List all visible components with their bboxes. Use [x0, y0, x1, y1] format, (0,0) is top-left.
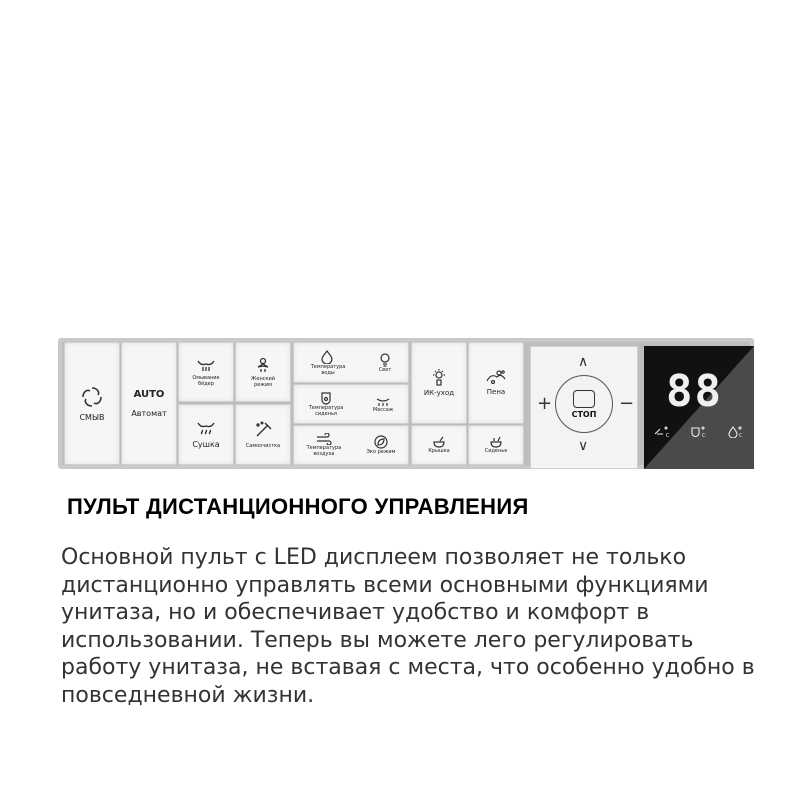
water-temp-indicator-icon	[654, 426, 670, 441]
foam-button[interactable]	[468, 342, 524, 424]
page-heading: ПУЛЬТ ДИСТАНЦИОННОГО УПРАВЛЕНИЯ	[67, 494, 529, 519]
display-digits: 88	[666, 366, 723, 417]
flush-label: СМЫВ	[79, 413, 105, 422]
svg-text:C: C	[701, 433, 706, 438]
auto-title: AUTO	[133, 388, 165, 400]
foam-label: Пена	[486, 388, 506, 396]
seat-icon	[489, 436, 503, 448]
water-drop-icon	[321, 350, 335, 364]
navigation-pad	[530, 346, 638, 469]
down-button[interactable]: ∨	[578, 438, 589, 454]
stop-button[interactable]	[555, 375, 613, 433]
light-button[interactable]	[379, 353, 391, 373]
female-mode-button[interactable]	[235, 342, 291, 402]
massage-icon	[375, 395, 391, 407]
seat-temp-label: Температура сиденья	[308, 405, 344, 417]
seat-temp-indicator-icon	[691, 426, 707, 441]
bulb-icon	[379, 353, 391, 367]
lid-icon	[432, 436, 446, 448]
seat-temp-massage-row	[293, 384, 409, 424]
eco-button[interactable]	[366, 435, 395, 455]
eco-leaf-icon	[374, 435, 388, 449]
eco-label: Эко режим	[366, 449, 396, 455]
self-clean-button[interactable]	[235, 404, 291, 465]
massage-button[interactable]	[373, 395, 393, 413]
seat-temp-icon	[320, 391, 332, 405]
ir-care-button[interactable]	[411, 342, 467, 424]
plus-button[interactable]: +	[537, 393, 553, 414]
panel-body	[62, 342, 750, 465]
drying-button[interactable]	[178, 404, 234, 465]
description-paragraph: Основной пульт с LED дисплеем позволяет не только дистанционно управлять всеми основными функциями унитаза, но и обеспечивает удобство и комфорт в использовании. Теперь вы можете лего регулировать работу унитаза, не вставая с места, что особенно удобно в повседневной жизни.	[61, 545, 755, 708]
air-temp-eco-row	[293, 425, 409, 465]
dryer-icon	[196, 420, 216, 436]
hip-wash-label: Омывание бёдер	[192, 374, 220, 387]
water-temp-button[interactable]	[311, 350, 346, 376]
hip-wash-icon	[196, 358, 216, 372]
seat-button[interactable]	[468, 425, 524, 465]
hip-wash-button[interactable]	[178, 342, 234, 402]
svg-text:C: C	[666, 433, 670, 438]
auto-label: Автомат	[131, 408, 167, 418]
air-temp-label: Температура воздуха	[306, 445, 342, 457]
stop-square-icon	[573, 390, 595, 408]
lid-label: Крышка	[428, 448, 450, 454]
minus-button[interactable]: −	[619, 393, 635, 414]
nozzle-clean-icon	[253, 421, 273, 439]
foam-icon	[485, 369, 507, 385]
led-display	[644, 346, 754, 469]
self-clean-label: Самоочистка	[245, 442, 281, 449]
seat-temp-button[interactable]	[309, 391, 344, 417]
auto-button[interactable]	[121, 342, 177, 465]
water-temp-label: Температура воды	[310, 363, 346, 376]
massage-label: Массаж	[372, 407, 394, 413]
water-temp-light-row	[293, 342, 409, 383]
ir-lamp-icon	[432, 368, 446, 386]
female-mode-label: Женский режим	[251, 375, 275, 388]
swirl-icon	[80, 385, 104, 409]
up-button[interactable]: ∧	[578, 354, 589, 370]
lid-button[interactable]	[411, 425, 467, 465]
svg-text:C: C	[738, 433, 743, 438]
female-wash-icon	[255, 357, 271, 373]
light-label: Свет	[378, 366, 392, 373]
seat-label: Сиденье	[484, 448, 508, 454]
remote-control-panel	[58, 338, 754, 469]
air-temp-icon	[316, 433, 332, 445]
stop-label: СТОП	[571, 409, 597, 419]
ir-care-label: ИК-уход	[423, 389, 455, 397]
air-temp-button[interactable]	[307, 433, 342, 457]
drying-label: Сушка	[192, 440, 220, 449]
flush-button[interactable]	[64, 342, 120, 465]
drop-temp-indicator-icon	[728, 426, 744, 441]
